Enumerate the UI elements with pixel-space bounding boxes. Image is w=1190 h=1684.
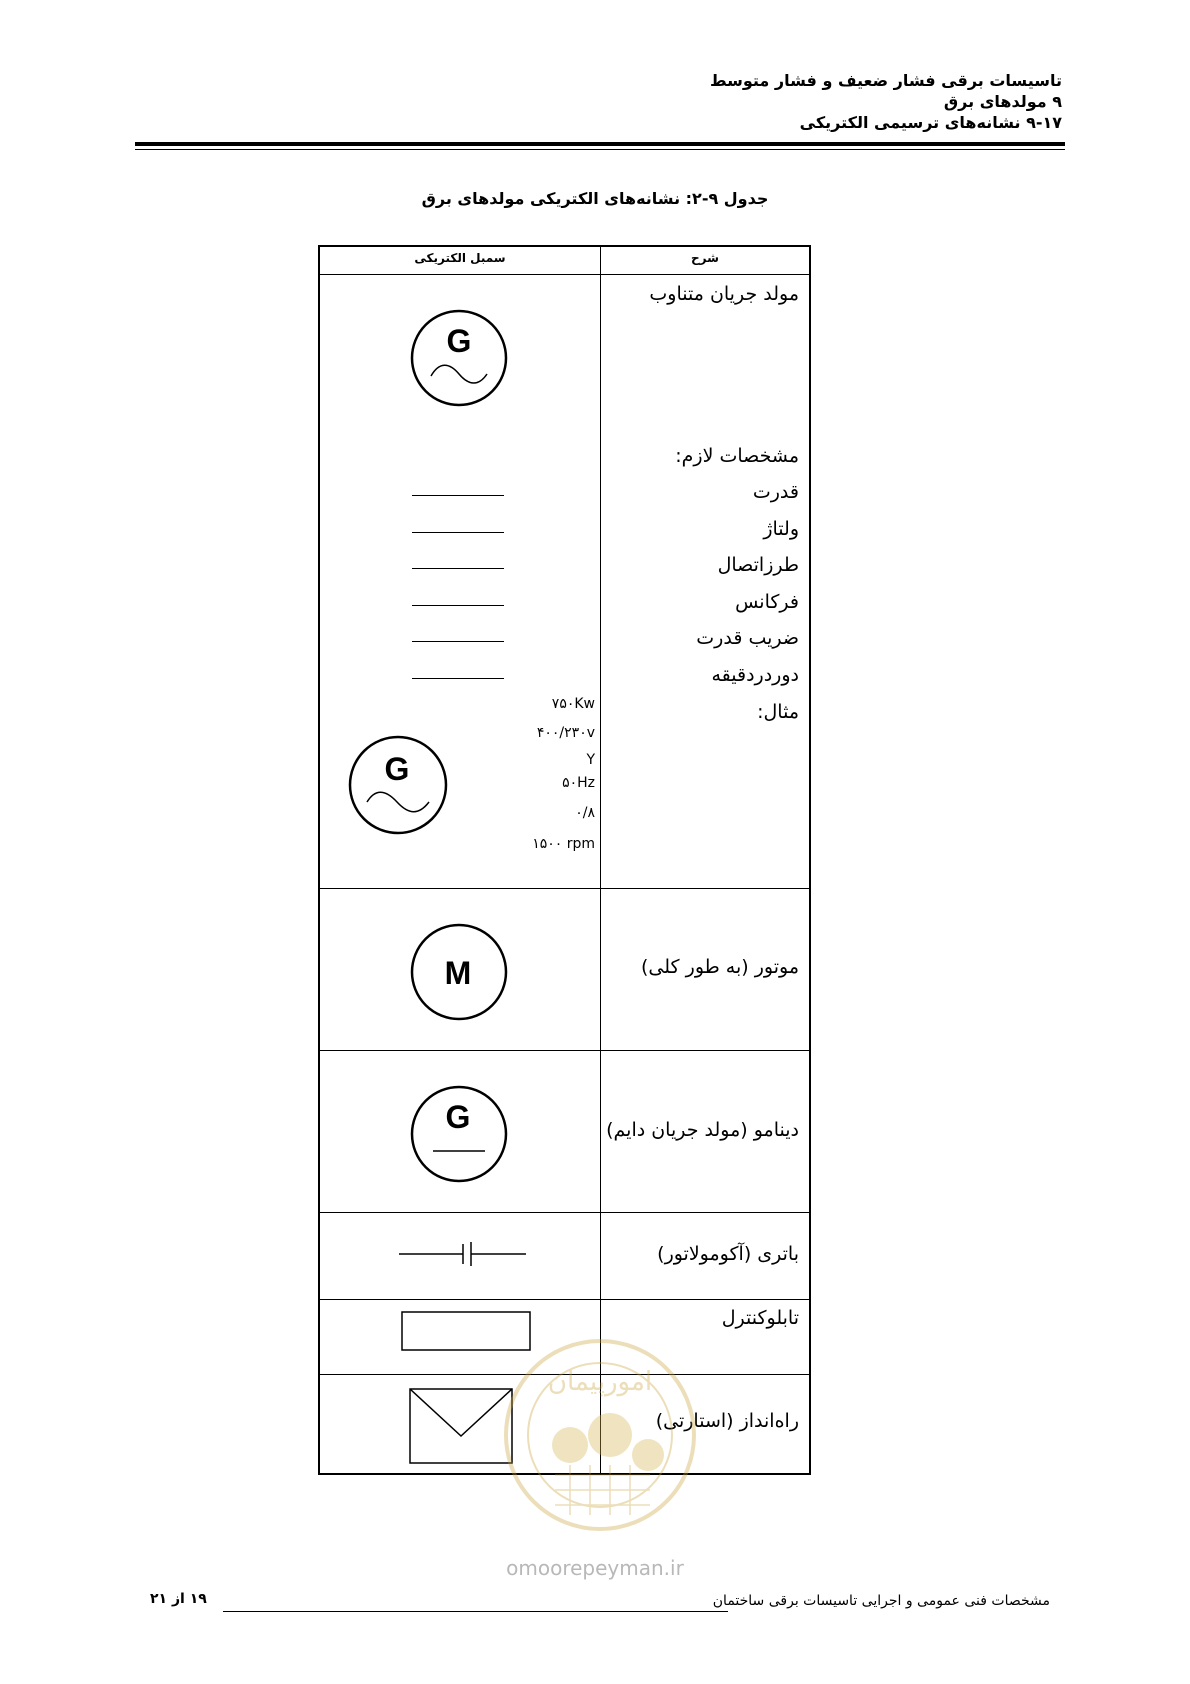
- watermark-logo-text: امورپیمان: [547, 1367, 653, 1397]
- example-generator-letter: G: [384, 751, 410, 787]
- table-caption: جدول ۹-۲: نشانه‌های الکتریکی مولدهای برق: [421, 189, 769, 208]
- spec-item-power: قدرت: [752, 481, 799, 503]
- row-divider: [320, 888, 809, 889]
- ac-generator-symbol: [409, 308, 509, 408]
- spec-item-voltage: ولتاژ: [763, 518, 799, 540]
- example-label: مثال:: [757, 701, 799, 723]
- watermark-url: omoorepeyman.ir: [506, 1556, 684, 1580]
- example-value-power: ۷۵۰Kw: [551, 696, 595, 712]
- dynamo-letter: G: [445, 1099, 471, 1135]
- spec-blank-line: [412, 568, 504, 569]
- sine-wave-icon: [431, 365, 487, 383]
- column-divider: [600, 247, 601, 1473]
- header-line-1: تاسیسات برقی فشار ضعیف و فشار متوسط: [709, 71, 1062, 90]
- spec-item-power-factor: ضریب قدرت: [696, 627, 799, 649]
- example-value-power-factor: ۰/۸: [575, 805, 595, 821]
- dynamo-symbol: [409, 1084, 509, 1184]
- specs-title: مشخصات لازم:: [675, 445, 799, 467]
- row-description-battery: باتری (آکومولاتور): [657, 1243, 799, 1265]
- row-description-control-panel: تابلوکنترل: [721, 1307, 799, 1329]
- document-header: [710, 70, 1062, 133]
- footer-title: مشخصات فنی عمومی و اجرایی تاسیسات برقی ساختمان: [712, 1593, 1050, 1609]
- column-header-symbol: سمبل الکتریکی: [414, 251, 506, 265]
- example-value-frequency: ۵۰Hz: [562, 775, 595, 791]
- spec-blank-line: [412, 678, 504, 679]
- spec-item-rpm: دوردردقیقه: [711, 664, 799, 686]
- spec-blank-line: [412, 641, 504, 642]
- footer-page-number: ۱۹ از ۲۱: [150, 1591, 207, 1607]
- spec-blank-line: [412, 495, 504, 496]
- spec-item-frequency: فرکانس: [735, 591, 799, 613]
- column-header-description: شرح: [691, 251, 719, 265]
- spec-item-connection: طرزاتصال: [717, 554, 799, 576]
- row-description-motor: موتور (به طور کلی): [641, 956, 799, 978]
- header-line-2: ۹ مولدهای برق: [943, 92, 1062, 111]
- spec-blank-line: [412, 532, 504, 533]
- spec-blank-line: [412, 605, 504, 606]
- row-divider: [320, 1299, 809, 1300]
- watermark-logo: [500, 1330, 700, 1550]
- motor-letter: M: [444, 955, 472, 991]
- footer-rule: [223, 1611, 728, 1612]
- row-divider: [320, 1212, 809, 1213]
- example-value-voltage: ۴۰۰/۲۳۰v: [536, 725, 595, 741]
- header-rule-thin: [135, 149, 1065, 150]
- example-generator-symbol: [347, 734, 449, 836]
- row-divider: [320, 274, 809, 275]
- header-rule-thick: [135, 142, 1065, 146]
- header-line-3: ۹-۱۷ نشانه‌های ترسیمی الکتریکی: [799, 113, 1062, 132]
- battery-symbol: [399, 1239, 529, 1269]
- row-description-dynamo: دینامو (مولد جریان دایم): [606, 1119, 799, 1141]
- symbols-table: [318, 245, 811, 1475]
- row-divider: [320, 1050, 809, 1051]
- example-value-connection: Y: [586, 752, 595, 768]
- row-description-starter: راه‌انداز (استارتی): [655, 1410, 799, 1432]
- example-value-rpm: ۱۵۰۰ rpm: [532, 836, 595, 852]
- ac-generator-letter: G: [446, 323, 472, 359]
- motor-symbol: [409, 922, 509, 1022]
- sine-wave-icon: [367, 792, 429, 812]
- row-description-ac-generator: مولد جریان متناوب: [649, 283, 799, 305]
